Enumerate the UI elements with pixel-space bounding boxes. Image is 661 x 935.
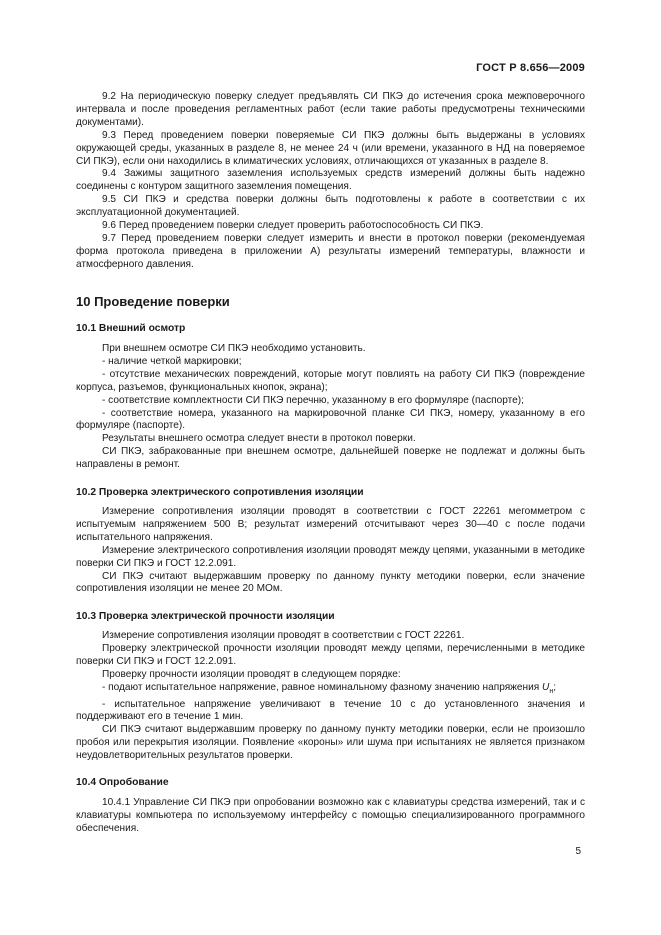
paragraph-9-4: 9.4 Зажимы защитного заземления используемых средств измерений должны быть надежно соединены с контуром защитного заземления помещения. — [76, 168, 585, 193]
paragraph-10-2-1: Измерение сопротивления изоляции проводят в соответствии с ГОСТ 22261 мегомметром с испытуемым напряжением 500 В; результат измерений отсчитывают через 30—40 с после подачи испытательного напряжения. — [76, 506, 585, 543]
list-item — [76, 682, 585, 699]
section-10-1-body — [76, 343, 585, 472]
list-item: - отсутствие механических повреждений, которые могут повлиять на работу СИ ПКЭ (повреждение корпуса, разъемов, функциональных кнопок, экрана); — [76, 368, 585, 393]
section-10-3-title: 10.3 Проверка электрической прочности изоляции — [76, 611, 335, 622]
list-item: - соответствие номера, указанного на маркировочной планке СИ ПКЭ, номеру, указанному в его формуляре (паспорте). — [76, 407, 585, 432]
section-10-4-body — [76, 797, 585, 836]
paragraph-10-2-3: СИ ПКЭ считают выдержавшим проверку по данному пункту методики поверки, если значение сопротивления изоляции не менее 20 МОм. — [76, 570, 585, 595]
section-9-paragraphs — [76, 91, 585, 272]
voltage-subscript: н — [549, 687, 554, 695]
paragraph-10-3-4: СИ ПКЭ считают выдержавшим проверку по данному пункту методики поверки, если не произошло пробоя или перекрытия изоляции. Появление «короны» или шума при испытаниях не является признаком неудовлетворительных результатов проверки. — [76, 724, 585, 762]
voltage-symbol: U — [542, 681, 550, 693]
section-10-title: 10 Проведение поверки — [76, 294, 230, 309]
paragraph-10-1-result: Результаты внешнего осмотра следует внести в протокол поверки. — [102, 433, 416, 445]
paragraph-9-5: 9.5 СИ ПКЭ и средства поверки должны быть подготовлены к работе в соответствии с их эксплуатационной документацией. — [76, 194, 585, 219]
paragraph-9-2: 9.2 На периодическую поверку следует предъявлять СИ ПКЭ до истечения срока межповерочного интервала и после проведения регламентных работ (если такие работы предусмотрены техническими документами). — [76, 91, 585, 128]
paragraph-10-4-1: 10.4.1 Управление СИ ПКЭ при опробовании возможно как с клавиатуры средства измерений, так и с клавиатуры компьютера по используемому интерфейсу с помощью специализированного программного обеспечения. — [76, 797, 585, 834]
list-item: - соответствие комплектности СИ ПКЭ перечню, указанному в его формуляре (паспорте); — [102, 394, 524, 406]
paragraph-10-2-2: Измерение электрического сопротивления изоляции проводят между цепями, указанными в методике поверки СИ ПКЭ и ГОСТ 12.2.091. — [76, 544, 585, 569]
paragraph-9-7: 9.7 Перед проведением поверки следует измерить и внести в протокол поверки (рекомендуемая форма протокола приведена в приложении А) результаты измерений температуры, влажности и атмосферного давления. — [76, 232, 585, 270]
list-item: - наличие четкой маркировки; — [102, 355, 242, 367]
paragraph-10-3-2: Проверку электрической прочности изоляции проводят между цепями, перечисленными в методике поверки СИ ПКЭ и ГОСТ 12.2.091. — [76, 642, 585, 667]
list-item-text: - подают испытательное напряжение, равное номинальному фазному значению напряжения — [102, 681, 543, 693]
section-10-2-title: 10.2 Проверка электрического сопротивления изоляции — [76, 487, 364, 498]
paragraph-10-3-1: Измерение сопротивления изоляции проводят в соответствии с ГОСТ 22261. — [102, 630, 465, 641]
list-item: - испытательное напряжение увеличивают в течение 10 с до установленного значения и поддерживают его в течение 1 мин. — [76, 698, 585, 723]
paragraph-9-3: 9.3 Перед проведением поверки поверяемые СИ ПКЭ должны быть выдержаны в условиях окружающей среды, указанных в разделе 8, не менее 24 ч (или времени, указанного в НД на поверяемое СИ ПКЭ), если они находились в климатических условиях, отличающихся от указанных в разделе 8. — [76, 129, 585, 167]
section-10-4-title: 10.4 Опробование — [76, 777, 169, 788]
paragraph-10-3-3: Проверку прочности изоляции проводят в следующем порядке: — [102, 668, 401, 680]
document-header-id: ГОСТ Р 8.656—2009 — [476, 62, 585, 74]
section-10-1-title: 10.1 Внешний осмотр — [76, 323, 186, 334]
paragraph-10-1-intro: При внешнем осмотре СИ ПКЭ необходимо установить. — [102, 343, 366, 354]
page-number: 5 — [575, 846, 581, 857]
section-10-3-body — [76, 630, 585, 763]
section-10-2-body — [76, 506, 585, 596]
paragraph-10-1-reject: СИ ПКЭ, забракованные при внешнем осмотре, дальнейшей поверке не подлежат и должны быть направлены в ремонт. — [76, 446, 585, 471]
paragraph-9-6: 9.6 Перед проведением поверки следует проверить работоспособность СИ ПКЭ. — [102, 220, 484, 232]
list-item-end: ; — [553, 681, 556, 693]
